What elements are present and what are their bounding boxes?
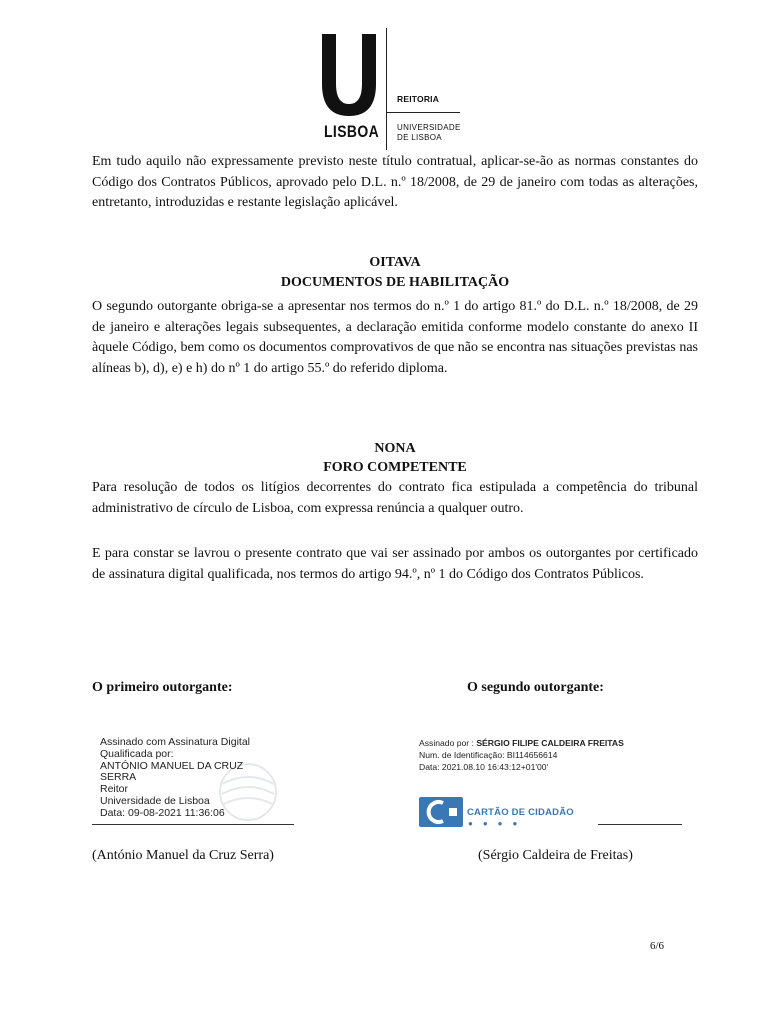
- section-nona-subtitle: FORO COMPETENTE: [323, 460, 467, 475]
- signature-date: Data: 2021.08.10 16:43:12+01'00': [419, 761, 549, 772]
- section-oitava-subtitle: DOCUMENTOS DE HABILITAÇÃO: [280, 275, 510, 290]
- signed-by-label: Assinado por :: [419, 738, 474, 748]
- signature-id-line: Num. de Identificação: BI114656614: [419, 749, 558, 760]
- signature-line: SERRA: [100, 771, 137, 784]
- page-number: 6/6: [650, 940, 665, 952]
- signed-by-name: SÉRGIO FILIPE CALDEIRA FREITAS: [476, 738, 624, 748]
- second-signature-rule: [598, 824, 682, 825]
- logo-city-text: LISBOA: [324, 122, 380, 141]
- logo-divider-horizontal: [386, 112, 460, 113]
- logo-unit-text: REITORIA: [397, 94, 440, 104]
- first-signature-rule: [92, 824, 294, 825]
- first-signatory-name: (António Manuel da Cruz Serra): [92, 848, 274, 863]
- first-signatory-label: O primeiro outorgante:: [92, 680, 233, 695]
- citizen-card-dots: ● ● ● ●: [468, 819, 522, 828]
- logo-university-line2: DE LISBOA: [397, 133, 442, 142]
- section-oitava-title: OITAVA: [369, 255, 421, 270]
- logo-university-line1: UNIVERSIDADE: [397, 123, 461, 132]
- signature-date: Data: 09-08-2021 11:36:06: [100, 806, 225, 819]
- nona-paragraph: Para resolução de todos os litígios decorrentes do contrato fica estipulada a competência do tribunal administrativo de círculo de Lisboa, com expressa renúncia a qualquer outro.: [92, 480, 698, 516]
- second-signatory-label: O segundo outorgante:: [467, 680, 604, 695]
- signature-signer-line: [419, 738, 624, 750]
- signature-line: Universidade de Lisboa: [100, 794, 210, 807]
- signature-line: Assinado com Assinatura Digital: [100, 736, 250, 748]
- first-digital-signature: [100, 737, 300, 820]
- logo-divider-vertical: [386, 28, 387, 150]
- signature-line: Reitor: [100, 783, 129, 796]
- intro-paragraph: Em tudo aquilo não expressamente previsto neste título contratual, aplicar-se-ão as normas constantes do Código dos Contratos Públicos, aprovado pelo D.L. n.º 18/2008, de 29 de janeiro com todas as alterações, entretanto, introduzidas e restante legislação aplicável.: [92, 154, 698, 210]
- second-digital-signature: [419, 738, 624, 773]
- citizen-card-text: CARTÃO DE CIDADÃO: [467, 807, 574, 818]
- section-nona-title: NONA: [374, 441, 416, 456]
- signature-line: ANTÓNIO MANUEL DA CRUZ: [100, 759, 244, 772]
- citizen-card-logo-icon: [419, 797, 463, 827]
- second-signatory-name: (Sérgio Caldeira de Freitas): [478, 848, 633, 863]
- university-logo-u: [322, 34, 376, 116]
- logo-university-text: [397, 123, 461, 143]
- oitava-paragraph: O segundo outorgante obriga-se a apresentar nos termos do n.º 1 do artigo 81.º do D.L. n.º 18/2008, de 29 de janeiro e alterações legais subsequentes, a declaração emitida conforme modelo constante do anexo II àquele Código, bem como os documentos comprovativos de que não se encontra nas situações previstas nas alíneas b), d), e) e h) do nº 1 do artigo 55.º do referido diploma.: [92, 299, 698, 376]
- closing-paragraph: E para constar se lavrou o presente contrato que vai ser assinado por ambos os outorgantes por certificado de assinatura digital qualificada, nos termos do artigo 94.º, nº 1 do Código dos Contratos Públicos.: [92, 546, 698, 582]
- signature-line: Qualificada por:: [100, 747, 174, 760]
